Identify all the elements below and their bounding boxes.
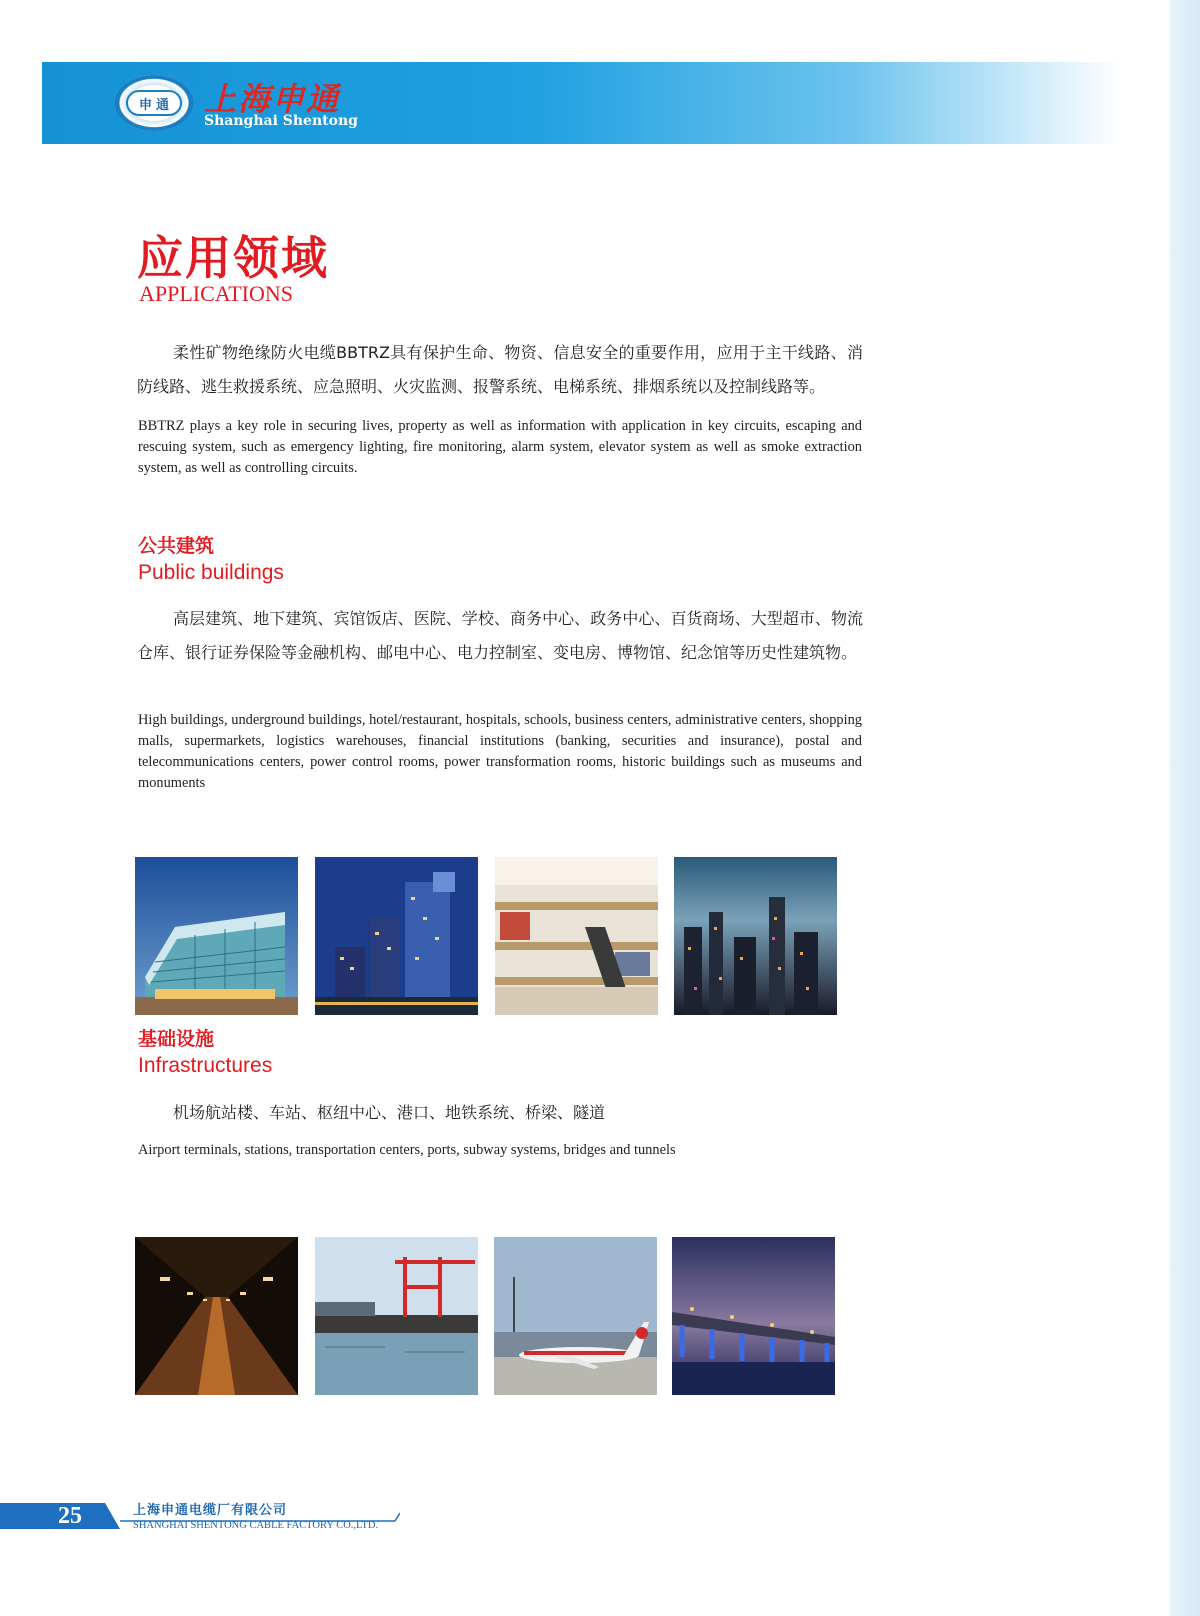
section-heading-public-buildings-cn: 公共建筑 <box>138 535 215 557</box>
photo-bridge-night <box>672 1237 835 1395</box>
intro-text-en: BBTRZ plays a key role in securing lives, property as well as information with application in key circuits, escaping and rescuing system, such as emergency lighting, fire monitoring, alarm system, elevator system as well as smoke extraction system, as well as controlling circuits. <box>138 418 862 476</box>
header-banner <box>42 62 1122 144</box>
photo-high-rise-towers-night <box>315 857 478 1015</box>
logo-char-2: 通 <box>156 97 170 113</box>
infrastructures-text-cn: 机场航站楼、车站、枢纽中心、港口、地铁系统、桥梁、隧道 <box>173 1103 606 1122</box>
photo-tunnel <box>135 1237 298 1395</box>
logo-badge-inner <box>126 90 182 116</box>
infrastructures-text-en: Airport terminals, stations, transportation centers, ports, subway systems, bridges and tunnels <box>138 1142 676 1158</box>
company-logo <box>114 75 194 131</box>
intro-text-cn: 柔性矿物绝缘防火电缆BBTRZ具有保护生命、物资、信息安全的重要作用，应用于主干线路、消防线路、逃生救援系统、应急照明、火灾监测、报警系统、电梯系统、排烟系统以及控制线路等。 <box>137 343 863 396</box>
footer-company-name-cn: 上海申通电缆厂有限公司 <box>133 1503 288 1518</box>
footer-company-name-en: SHANGHAI SHENTONG CABLE FACTORY CO.,LTD. <box>133 1520 379 1531</box>
page-number: 25 <box>58 1503 82 1529</box>
logo-char-1: 申 <box>138 97 152 113</box>
brand-name-en: Shanghai Shentong <box>204 113 358 129</box>
public-buildings-text-en: High buildings, underground buildings, hotel/restaurant, hospitals, schools, business centers, administrative centers, shopping malls, supermarkets, logistics warehouses, financial institutions (banking, securities and insurance), postal and telecommunications centers, power control rooms, power transformation rooms, historic buildings such as museums and monuments <box>138 712 862 791</box>
photo-modern-glass-building <box>135 857 298 1015</box>
photo-shopping-mall-interior <box>495 857 658 1015</box>
photo-city-skyline-night <box>674 857 837 1015</box>
photo-airport-terminal <box>494 1237 657 1395</box>
brand-name-cn: 上海申通 <box>204 80 341 118</box>
section-heading-infrastructures-cn: 基础设施 <box>138 1028 215 1050</box>
page-title-cn: 应用领域 <box>137 231 329 285</box>
public-buildings-text-cn: 高层建筑、地下建筑、宾馆饭店、医院、学校、商务中心、政务中心、百货商场、大型超市、物流仓库、银行证券保险等金融机构、邮电中心、电力控制室、变电房、博物馆、纪念馆等历史性建筑物。 <box>137 609 863 662</box>
section-heading-infrastructures-en: Infrastructures <box>138 1054 273 1077</box>
page-edge-stripe <box>1170 0 1200 1616</box>
section-heading-public-buildings-en: Public buildings <box>138 561 284 584</box>
page-title-en: APPLICATIONS <box>139 281 294 306</box>
photo-port-crane <box>315 1237 478 1395</box>
